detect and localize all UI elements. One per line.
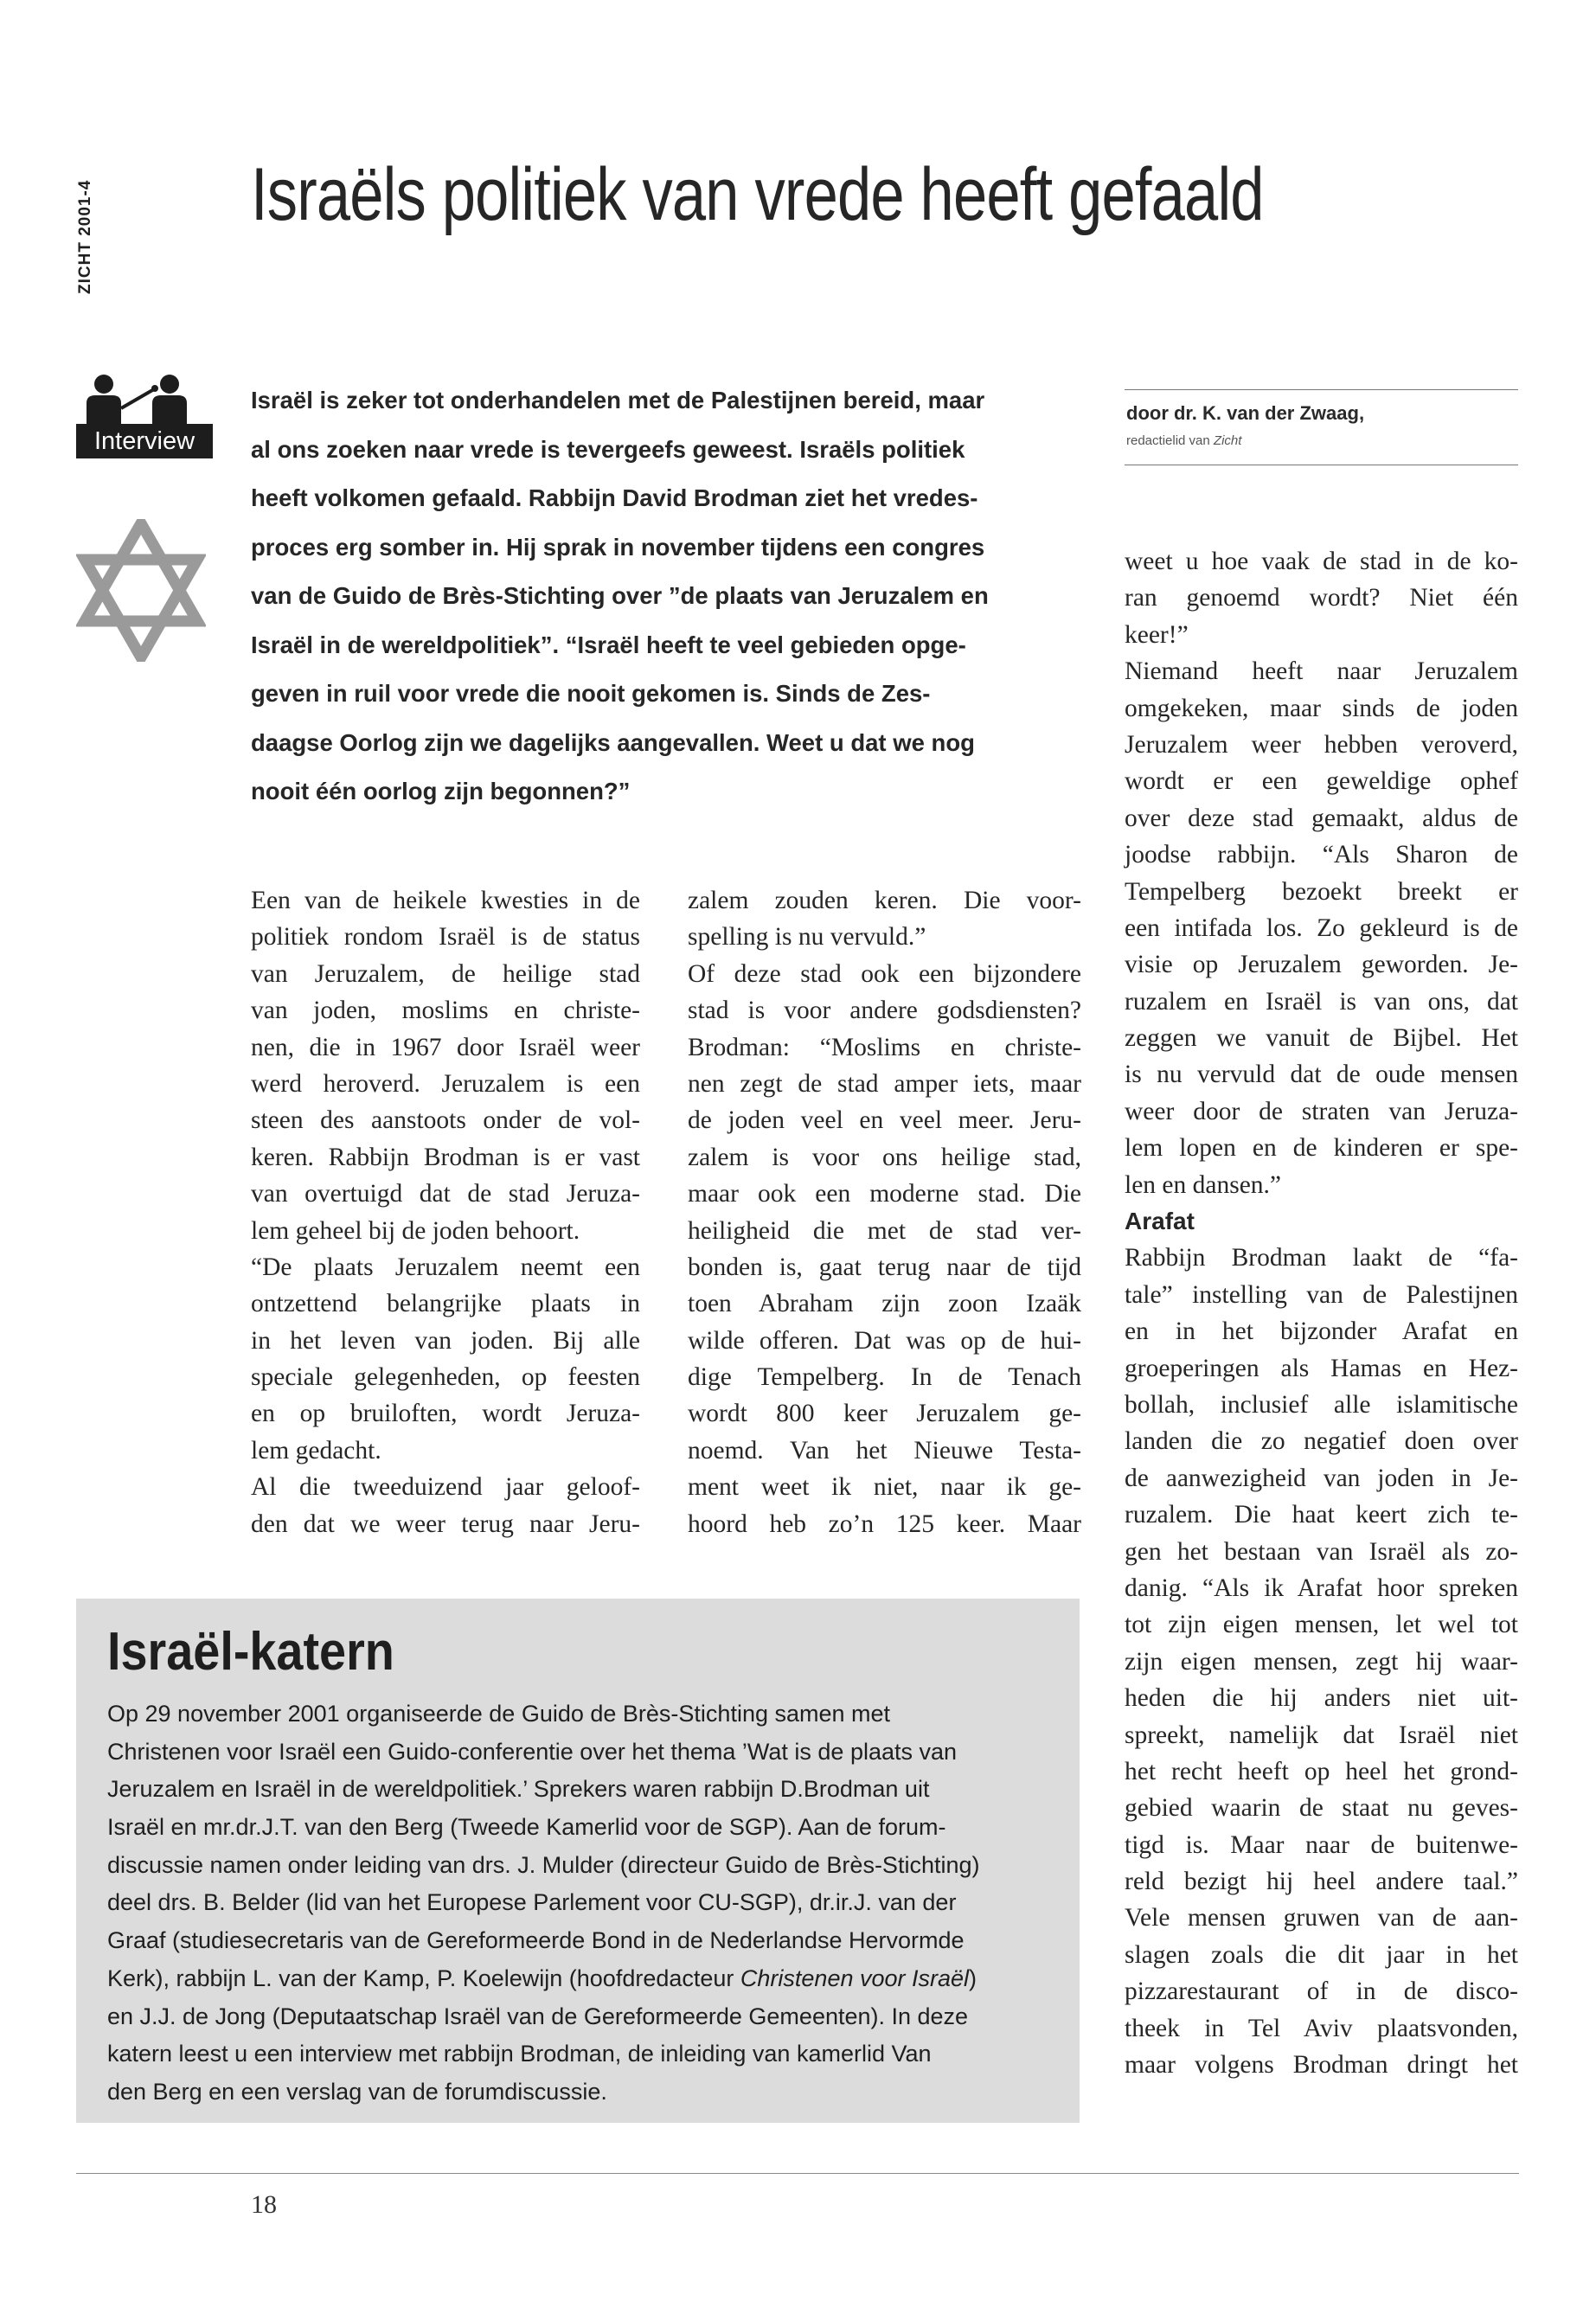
body-line: keren. Rabbijn Brodman is er vast [251,1143,640,1171]
issue-label: ZICHT 2001-4 [76,179,94,294]
body-line: zeggen we vanuit de Bijbel. Het [1125,1024,1518,1053]
body-line: steen des aanstoots onder de vol- [251,1106,640,1135]
lead-line: Israël in de wereldpolitiek”. “Israël heeft te veel gebieden opge- [251,631,966,658]
body-line: Al die tweeduizend jaar geloof- [251,1473,640,1502]
body-line: len en dansen.” [1125,1170,1282,1199]
body-line: hoord heb zo’n 125 keer. Maar [688,1509,1081,1538]
interview-icon [76,372,215,467]
lead-line: Israël is zeker tot onderhandelen met de Palestijnen bereid, maar [251,387,985,413]
body-line: de aanwezigheid van joden in Je- [1125,1464,1518,1492]
body-line: speciale gelegenheden, op feesten [251,1363,640,1392]
body-line: werd heroverd. Jeruzalem is een [251,1069,640,1098]
body-line: groeperingen als Hamas en Hez- [1125,1354,1518,1382]
body-line: en in het bijzonder Arafat en [1125,1317,1518,1346]
author-byline [1125,389,1518,465]
body-line: ran genoemd wordt? Niet één [1125,584,1518,612]
lead-line: van de Guido de Brès-Stichting over ”de plaats van Jeruzalem en [251,582,989,609]
body-line: omgekeken, maar sinds de joden [1125,694,1518,722]
body-line: visie op Jeruzalem geworden. Je- [1125,951,1518,979]
katern-line: Op 29 november 2001 organiseerde de Guido de Brès-Stichting samen met [107,1701,891,1727]
katern-line: Kerk), rabbijn L. van der Kamp, P. Koelewijn (hoofdredacteur Christenen voor Israël) [107,1965,977,1991]
katern-line: Jeruzalem en Israël in de wereldpolitiek.’ Sprekers waren rabbijn D.Brodman uit [107,1776,930,1803]
body-line: Jeruzalem weer hebben veroverd, [1125,730,1518,759]
katern-body [107,1695,1059,2112]
katern-line: discussie namen onder leiding van drs. J. Mulder (directeur Guido de Brès-Stichting) [107,1851,980,1878]
body-line: bollah, inclusief alle islamitische [1125,1390,1518,1419]
body-line: wordt er een geweldige ophef [1125,767,1518,796]
body-line: Rabbijn Brodman laakt de “fa- [1125,1244,1518,1272]
article-title: Israëls politiek van vrede heeft gefaald [251,153,1264,236]
body-line: slagen zoals die dit jaar in het [1125,1940,1518,1969]
author-name: door dr. K. van der Zwaag, [1126,402,1365,424]
body-line: de joden veel en veel meer. Jeru- [688,1106,1081,1135]
lead-line: al ons zoeken naar vrede is tevergeefs geweest. Israëls politiek [251,435,965,463]
body-line: politiek rondom Israël is de status [251,923,640,952]
body-line: bonden is, gaat terug naar de tijd [688,1253,1081,1281]
body-line: is nu vervuld dat de oude mensen [1125,1061,1518,1089]
body-line: “De plaats Jeruzalem neemt een [251,1253,640,1281]
body-line: ment weet ik niet, naar ik ge- [688,1473,1081,1502]
body-line: maar volgens Brodman dringt het [1125,2051,1518,2080]
lead-line: daagse Oorlog zijn we dagelijks aangevallen. Weet u dat we nog [251,728,975,756]
body-line: Niemand heeft naar Jeruzalem [1125,657,1518,686]
katern-title: Israël-katern [107,1622,394,1682]
lead-line: geven in ruil voor vrede die nooit gekomen is. Sinds de Zes- [251,680,931,707]
body-line: reld bezigt hij heel andere taal.” [1125,1868,1518,1896]
katern-line: Israël en mr.dr.J.T. van den Berg (Tweede Kamerlid voor de SGP). Aan de forum- [107,1814,946,1841]
body-line: den dat we weer terug naar Jeru- [251,1509,640,1538]
body-line: joodse rabbijn. “Als Sharon de [1125,841,1518,869]
body-line: lem gedacht. [251,1436,381,1465]
katern-line: Christenen voor Israël een Guido-conferentie over het thema ’Wat is de plaats van [107,1738,958,1765]
body-line: Brodman: “Moslims en christe- [688,1033,1081,1061]
body-line: heiligheid die met de stad ver- [688,1216,1081,1245]
body-line: een intifada los. Zo gekleurd is de [1125,913,1518,942]
body-line: nen, die in 1967 door Israël weer [251,1033,640,1061]
body-line: gebied waarin de staat nu geves- [1125,1794,1518,1823]
page-number: 18 [251,2190,277,2219]
body-line: noemd. Van het Nieuwe Testa- [688,1436,1081,1465]
body-line: weet u hoe vaak de stad in de ko- [1125,548,1518,575]
body-line: wilde offeren. Dat was op de hui- [688,1326,1081,1355]
body-line: lem geheel bij de joden behoort. [251,1216,580,1245]
body-line: spelling is nu vervuld.” [688,923,926,952]
body-line: zalem zouden keren. Die voor- [688,887,1081,914]
katern-line: den Berg en een verslag van de forumdiscussie. [107,2078,607,2105]
body-line: over deze stad gemaakt, aldus de [1125,804,1518,832]
lead-line: nooit één oorlog zijn begonnen?” [251,778,631,804]
body-line: tot zijn eigen mensen, let wel tot [1125,1611,1518,1639]
body-line: en op bruiloften, wordt Jeruza- [251,1400,640,1428]
body-line: dige Tempelberg. In de Tenach [688,1363,1081,1392]
body-line: lem lopen en de kinderen er spe- [1125,1134,1518,1163]
body-line: tigd is. Maar naar de buitenwe- [1125,1830,1518,1859]
body-column-1 [251,882,640,1542]
body-line: maar ook een moderne stad. Die [688,1180,1081,1208]
footer-rule [76,2173,1519,2174]
body-line: tale” instelling van de Palestijnen [1125,1280,1518,1309]
section-heading-arafat: Arafat [1125,1208,1195,1235]
body-line: wordt 800 keer Jeruzalem ge- [688,1400,1081,1428]
lead-line: heeft volkomen gefaald. Rabbijn David Brodman ziet het vredes- [251,484,978,511]
body-line: weer door de straten van Jeruza- [1125,1097,1518,1125]
israel-katern-box [76,1599,1080,2123]
body-line: van Jeruzalem, de heilige stad [251,959,640,988]
katern-line: Graaf (studiesecretaris van de Gereformeerde Bond in de Nederlandse Hervormde [107,1927,965,1954]
body-line: Een van de heikele kwesties in de [251,887,640,914]
body-line: van joden, moslims en christe- [251,997,640,1025]
speakers-icon [76,372,215,426]
author-role: redactielid van Zicht [1126,433,1242,448]
body-line: Tempelberg bezoekt breekt er [1125,877,1518,906]
body-line: pizzarestaurant of in de disco- [1125,1977,1518,2006]
body-line: danig. “Als ik Arafat hoor spreken [1125,1574,1518,1602]
body-line: Vele mensen gruwen van de aan- [1125,1904,1518,1932]
body-line: gen het bestaan van Israël als zo- [1125,1537,1518,1566]
body-line: spreekt, namelijk dat Israël niet [1125,1721,1518,1749]
katern-line: deel drs. B. Belder (lid van het Europese Parlement voor CU-SGP), dr.ir.J. van der [107,1889,957,1916]
body-line: heden die hij anders niet uit- [1125,1684,1518,1713]
body-line: ontzettend belangrijke plaats in [251,1290,640,1318]
body-line: Of deze stad ook een bijzondere [688,959,1081,988]
body-line: keer!” [1125,620,1189,649]
body-column-2 [688,882,1081,1542]
body-line: zalem is voor ons heilige stad, [688,1143,1081,1171]
body-line: toen Abraham zijn zoon Izaäk [688,1290,1081,1318]
body-line: ruzalem en Israël is van ons, dat [1125,987,1518,1016]
body-line: van overtuigd dat de stad Jeruza- [251,1180,640,1208]
body-column-3 [1125,543,1518,2083]
body-line: landen die zo negatief doen over [1125,1427,1518,1456]
katern-line: katern leest u een interview met rabbijn Brodman, de inleiding van kamerlid Van [107,2041,932,2067]
body-line: nen zegt de stad amper iets, maar [688,1069,1081,1098]
body-line: stad is voor andere godsdiensten? [688,997,1081,1025]
body-line: in het leven van joden. Bij alle [251,1326,640,1355]
interview-label: Interview [76,424,213,458]
lead-line: proces erg somber in. Hij sprak in november tijdens een congres [251,533,985,561]
body-line: het recht heeft op heel het grond- [1125,1757,1518,1785]
body-line: ruzalem. Die haat keert zich te- [1125,1501,1518,1529]
body-line: zijn eigen mensen, zegt hij waar- [1125,1647,1518,1676]
lead-paragraph [251,376,1090,817]
body-line: theek in Tel Aviv plaatsvonden, [1125,2014,1518,2042]
star-of-david-icon [76,519,206,662]
katern-line: en J.J. de Jong (Deputaatschap Israël van de Gereformeerde Gemeenten). In deze [107,2003,969,2029]
